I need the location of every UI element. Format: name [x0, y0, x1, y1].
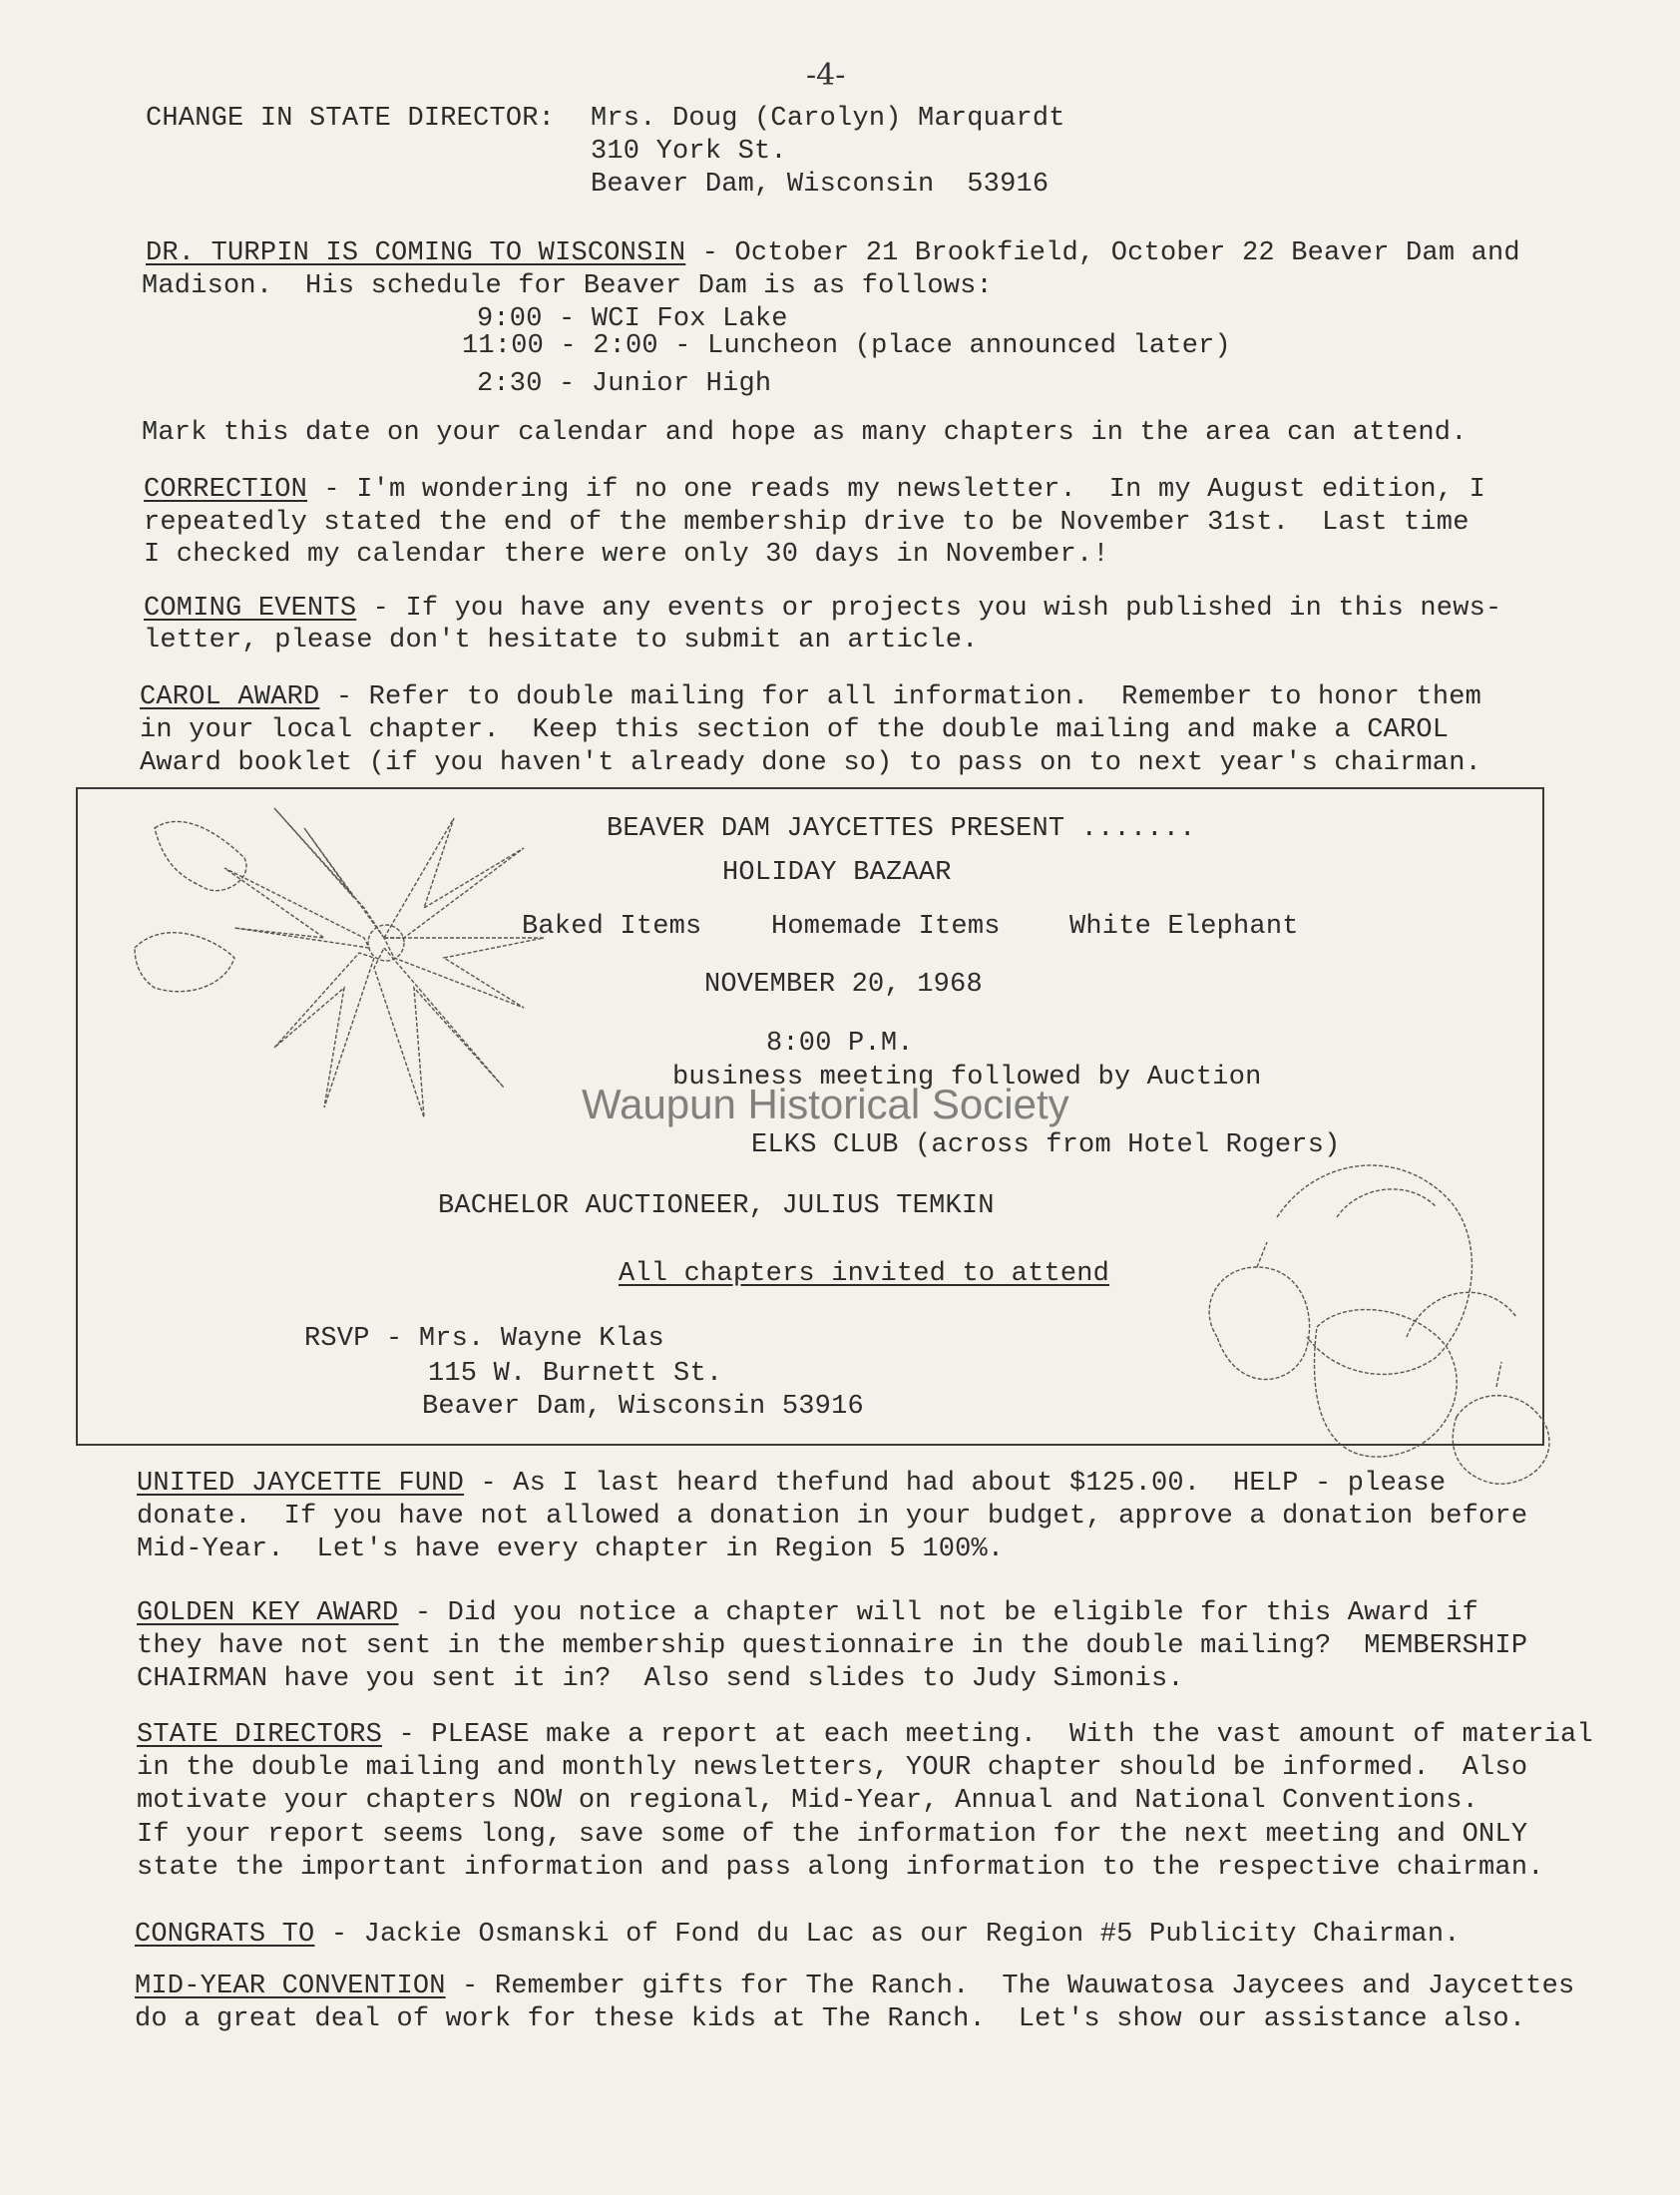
united-fund-heading: UNITED JAYCETTE FUND: [137, 1469, 465, 1499]
turpin-schedule-2: 11:00 - 2:00 - Luncheon (place announced later): [462, 331, 1231, 361]
turpin-schedule-3: 2:30 - Junior High: [477, 369, 772, 399]
correction-line-1: [144, 474, 1485, 506]
congrats-text: - Jackie Osmanski of Fond du Lac as our Region #5 Publicity Chairman.: [314, 1920, 1461, 1950]
state-director-label: CHANGE IN STATE DIRECTOR:: [146, 104, 556, 134]
carol-award-line-1-text: - Refer to double mailing for all information. Remember to honor them: [319, 682, 1482, 712]
flyer-presents: BEAVER DAM JAYCETTES PRESENT .......: [607, 814, 1196, 844]
flyer-time: 8:00 P.M.: [766, 1029, 914, 1059]
congrats-heading: CONGRATS TO: [135, 1920, 315, 1950]
coming-events-line-2: letter, please don't hesitate to submit an article.: [144, 626, 979, 656]
golden-key-line-1: [137, 1597, 1478, 1629]
state-director-street: 310 York St.: [591, 137, 787, 167]
turpin-line-2: Madison. His schedule for Beaver Dam is as follows:: [142, 271, 993, 301]
carol-award-line-1: [140, 681, 1481, 713]
flyer-location: ELKS CLUB (across from Hotel Rogers): [751, 1130, 1341, 1160]
united-fund-line-1: [137, 1468, 1446, 1500]
turpin-line-1-text: - October 21 Brookfield, October 22 Beaver Dam and: [685, 238, 1520, 268]
golden-key-line-1-text: - Did you notice a chapter will not be eligible for this Award if: [398, 1598, 1479, 1628]
state-directors-line-1-text: - PLEASE make a report at each meeting. With the vast amount of material: [382, 1720, 1593, 1750]
golden-key-heading: GOLDEN KEY AWARD: [137, 1598, 399, 1628]
congrats-line: [135, 1919, 1461, 1951]
flyer-invite: All chapters invited to attend: [619, 1259, 1110, 1289]
state-directors-line-5: state the important information and pass along information to the respective chairman.: [137, 1853, 1544, 1883]
state-director-city: Beaver Dam, Wisconsin 53916: [591, 170, 1050, 200]
state-directors-heading: STATE DIRECTORS: [137, 1720, 383, 1750]
flyer-rsvp: RSVP - Mrs. Wayne Klas: [304, 1324, 664, 1354]
flyer-title: HOLIDAY BAZAAR: [722, 858, 952, 888]
flyer-auctioneer: BACHELOR AUCTIONEER, JULIUS TEMKIN: [438, 1191, 995, 1221]
poinsettia-illustration: [125, 788, 554, 1197]
united-fund-line-2: donate. If you have not allowed a donation in your budget, approve a donation before: [137, 1502, 1528, 1532]
flyer-item-white-elephant: White Elephant: [1069, 912, 1299, 942]
watermark: Waupun Historical Society: [582, 1081, 1069, 1127]
page-number: -4-: [806, 58, 846, 93]
turpin-paragraph-line-1: [146, 237, 1520, 269]
state-directors-line-1: [137, 1719, 1593, 1751]
correction-line-2: repeatedly stated the end of the membership drive to be November 31st. Last time: [144, 508, 1470, 538]
mid-year-line-1: [135, 1971, 1574, 2002]
golden-key-line-2: they have not sent in the membership questionnaire in the double mailing? MEMBERSHIP: [137, 1631, 1528, 1661]
golden-key-line-3: CHAIRMAN have you sent it in? Also send slides to Judy Simonis.: [137, 1664, 1184, 1694]
flyer-rsvp-city: Beaver Dam, Wisconsin 53916: [422, 1392, 864, 1422]
state-directors-line-2: in the double mailing and monthly newsletters, YOUR chapter should be informed. Also: [137, 1753, 1528, 1783]
united-fund-line-1-text: - As I last heard thefund had about $125.00. HELP - please: [464, 1469, 1447, 1499]
flyer-rsvp-street: 115 W. Burnett St.: [428, 1359, 723, 1389]
turpin-closing: Mark this date on your calendar and hope as many chapters in the area can attend.: [142, 418, 1468, 448]
mid-year-heading: MID-YEAR CONVENTION: [135, 1972, 446, 2001]
carol-award-line-3: Award booklet (if you haven't already done so) to pass on to next year's chairman.: [140, 748, 1482, 778]
harvest-gourds-illustration: [1157, 1137, 1576, 1497]
coming-events-line-1: [144, 593, 1501, 625]
flyer-item-homemade: Homemade Items: [771, 912, 1001, 942]
flyer-date: NOVEMBER 20, 1968: [704, 970, 983, 1000]
flyer-meeting: business meeting followed by Auction: [672, 1063, 1262, 1093]
coming-events-line-1-text: - If you have any events or projects you wish published in this news-: [356, 594, 1502, 624]
flyer-item-baked: Baked Items: [522, 912, 702, 942]
correction-line-3: I checked my calendar there were only 30 days in November.!: [144, 540, 1109, 570]
carol-award-heading: CAROL AWARD: [140, 682, 320, 712]
state-directors-line-4: If your report seems long, save some of the information for the next meeting and ONLY: [137, 1820, 1528, 1850]
turpin-schedule-1: 9:00 - WCI Fox Lake: [477, 304, 788, 334]
state-directors-line-3: motivate your chapters NOW on regional, Mid-Year, Annual and National Conventions.: [137, 1786, 1479, 1816]
united-fund-line-3: Mid-Year. Let's have every chapter in Region 5 100%.: [137, 1535, 1005, 1564]
correction-heading: CORRECTION: [144, 475, 308, 505]
coming-events-heading: COMING EVENTS: [144, 594, 357, 624]
carol-award-line-2: in your local chapter. Keep this section of the double mailing and make a CAROL: [140, 715, 1450, 745]
turpin-heading: DR. TURPIN IS COMING TO WISCONSIN: [146, 238, 686, 268]
mid-year-line-1-text: - Remember gifts for The Ranch. The Wauwatosa Jaycees and Jaycettes: [445, 1972, 1575, 2001]
mid-year-line-2: do a great deal of work for these kids at The Ranch. Let's show our assistance also.: [135, 2004, 1526, 2034]
correction-line-1-text: - I'm wondering if no one reads my newsletter. In my August edition, I: [307, 475, 1486, 505]
state-director-name: Mrs. Doug (Carolyn) Marquardt: [591, 104, 1065, 134]
